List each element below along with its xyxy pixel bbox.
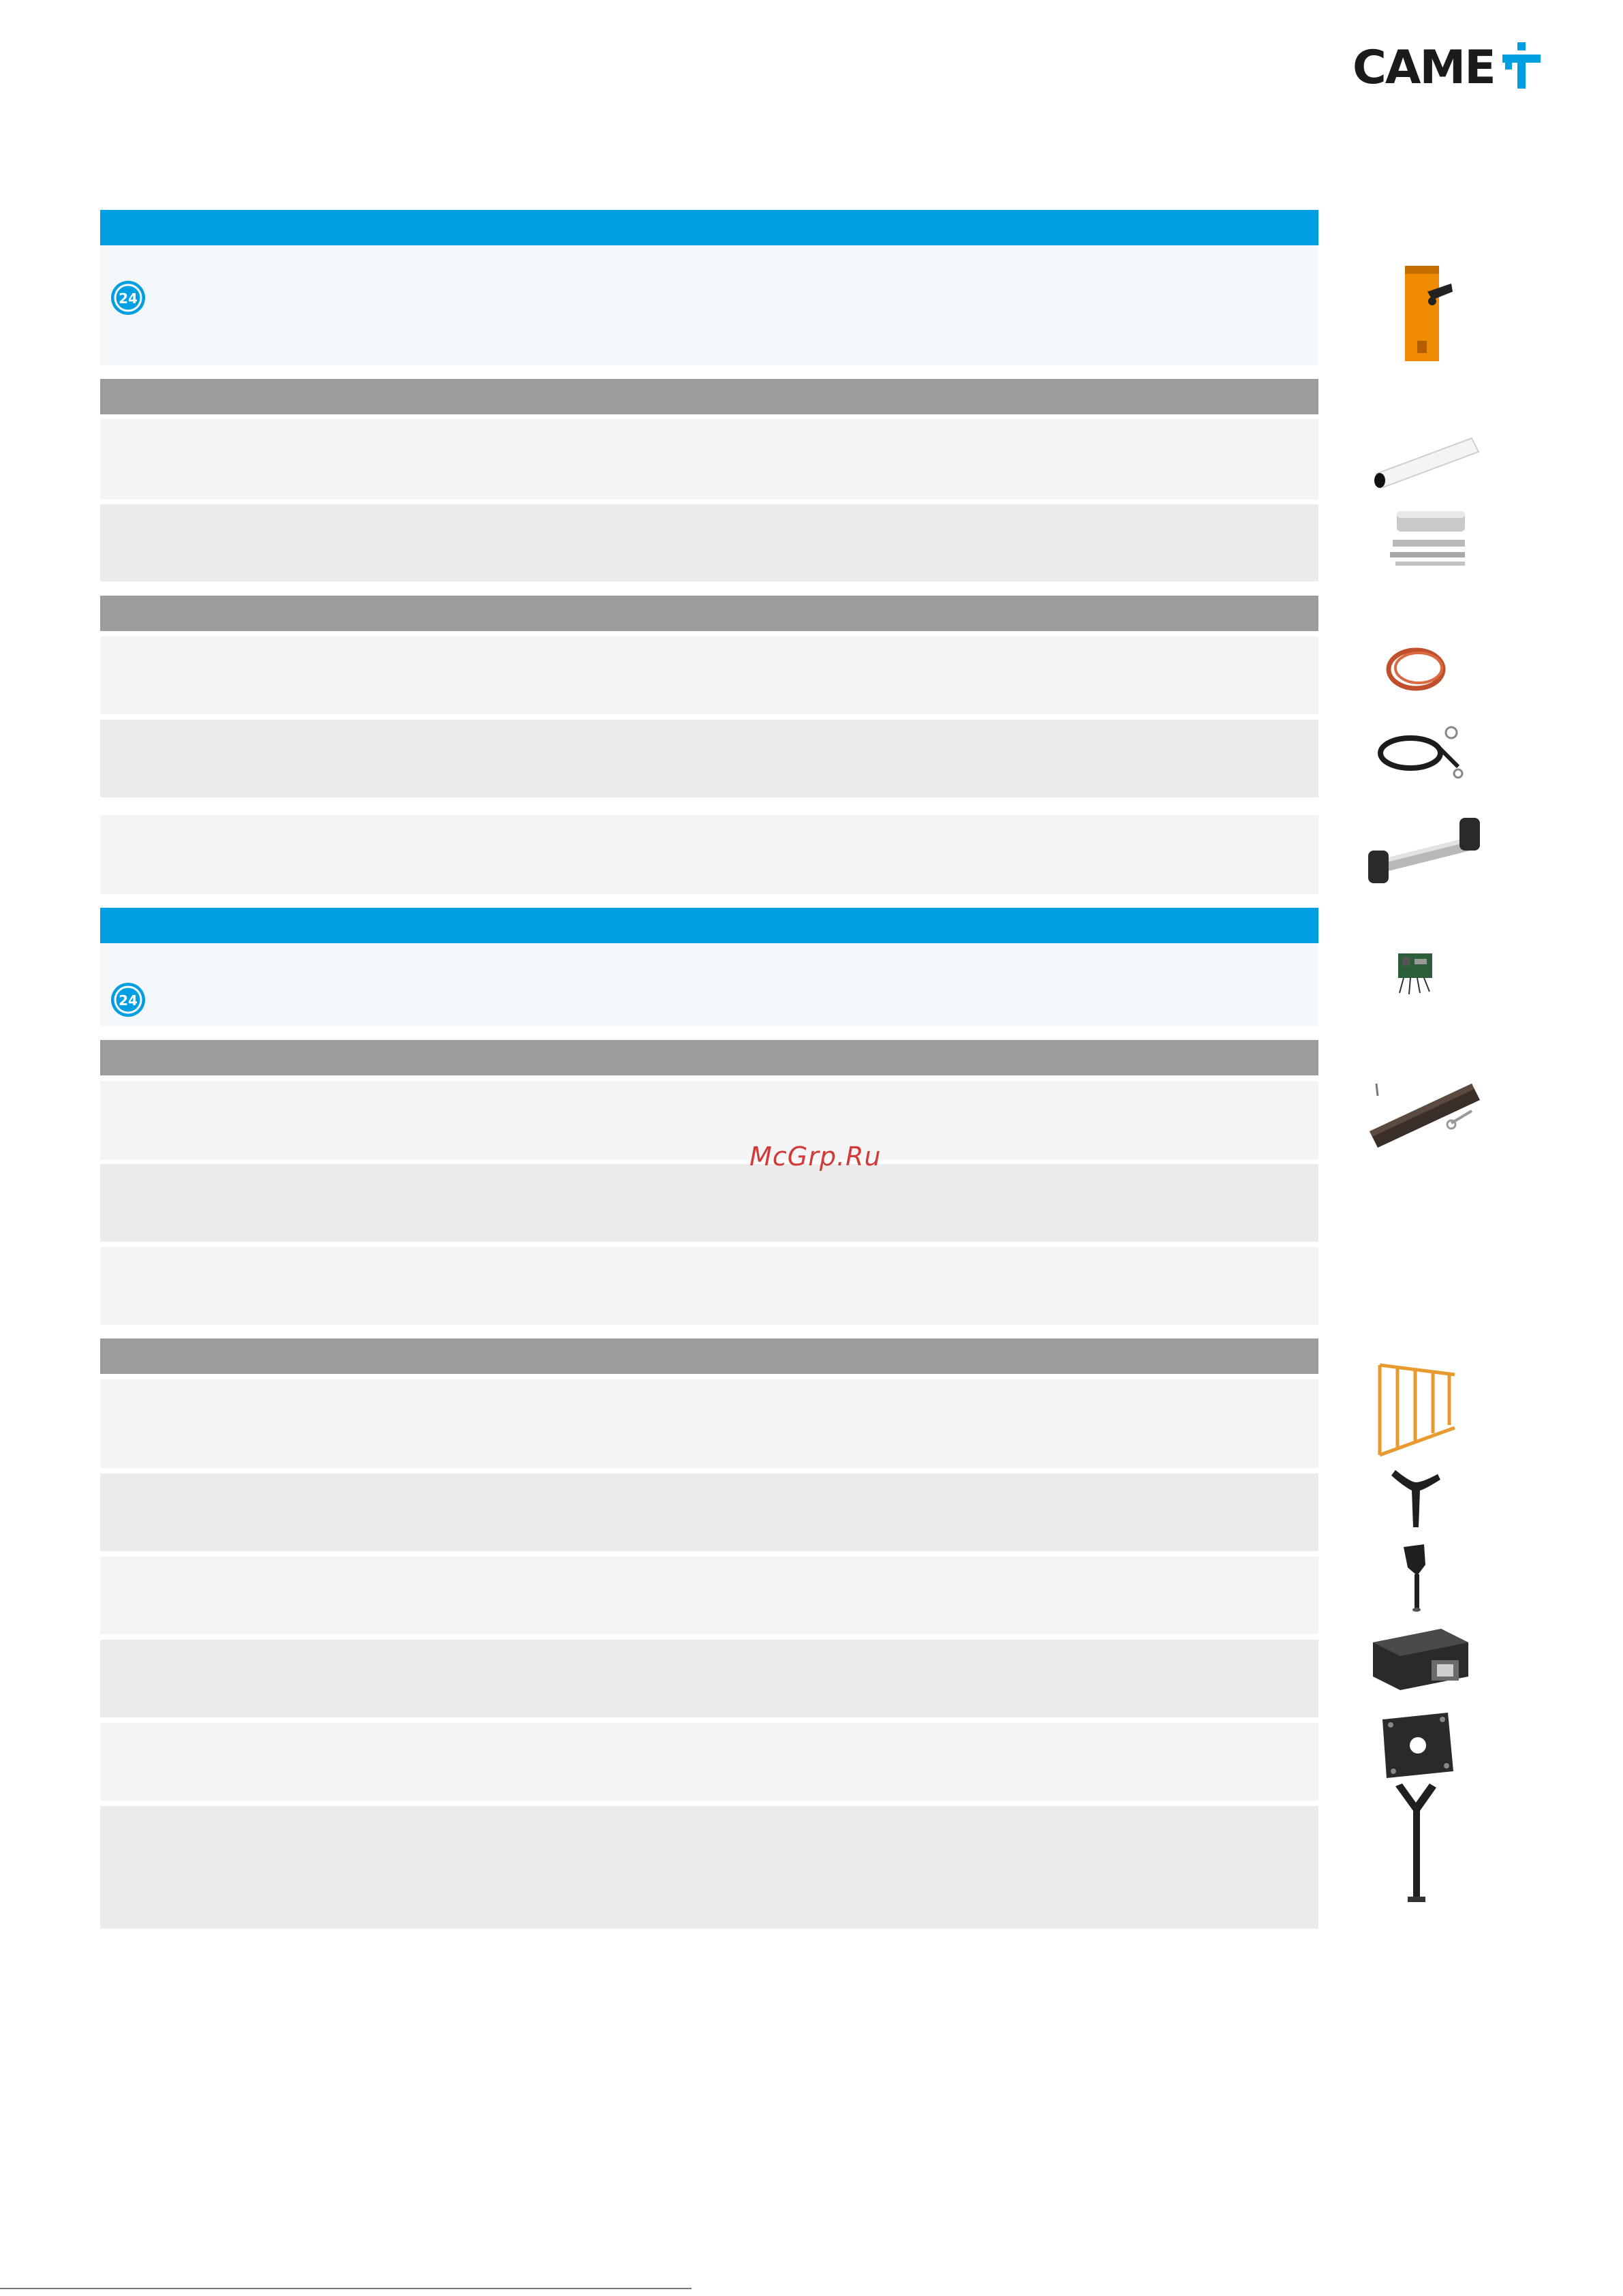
- barrier-operator-icon: [1390, 259, 1458, 368]
- table-row: [100, 1640, 1318, 1717]
- table-row: [100, 1473, 1318, 1551]
- aluminium-profile-icon: [1383, 504, 1472, 572]
- table-row: [100, 1557, 1318, 1634]
- subsection-header-2b: [100, 1338, 1318, 1374]
- svg-text:24: 24: [119, 290, 138, 307]
- came-logo: [1352, 42, 1543, 97]
- table-row: [100, 637, 1318, 714]
- boom-joint-kit-icon: [1356, 1063, 1492, 1152]
- subsection-header-2a: [100, 1040, 1318, 1075]
- cable-kit-icon: [1370, 719, 1472, 787]
- white-boom-icon: [1363, 426, 1485, 494]
- table-row: [100, 504, 1318, 581]
- fork-post-icon: [1390, 1782, 1444, 1905]
- table-row: [100, 1247, 1318, 1325]
- table-row: [100, 419, 1318, 500]
- section-header-1: [100, 210, 1318, 245]
- control-board-icon: [1390, 944, 1444, 998]
- 24v-badge-icon: [110, 279, 146, 316]
- boom-box-icon: [1366, 1622, 1475, 1697]
- rubber-cord-icon: [1376, 634, 1458, 702]
- logo-wordmark: CAME: [1352, 41, 1495, 95]
- fork-support-icon: [1383, 1462, 1451, 1530]
- table-row: [100, 1723, 1318, 1801]
- subsection-header-1a: [100, 379, 1318, 414]
- fixed-post-icon: [1397, 1540, 1438, 1615]
- table-row: [100, 815, 1318, 894]
- 24v-badge-icon: [110, 981, 146, 1018]
- skirt-rack-icon: [1373, 1360, 1462, 1462]
- came-t-icon: [1501, 42, 1542, 93]
- section-1-main-row: [100, 245, 1318, 365]
- table-row: [100, 1806, 1318, 1929]
- watermark-text: McGrp.Ru: [749, 1142, 882, 1172]
- anchor-plate-icon: [1373, 1707, 1462, 1782]
- subsection-header-1b: [100, 596, 1318, 631]
- footer-divider: [0, 2288, 692, 2289]
- table-row: [100, 1081, 1318, 1160]
- table-row: [100, 1379, 1318, 1468]
- svg-text:24: 24: [119, 992, 138, 1009]
- section-header-2: [100, 908, 1318, 943]
- spring-cylinder-icon: [1363, 811, 1485, 886]
- table-row: [100, 720, 1318, 797]
- section-2-main-row: [100, 943, 1318, 1026]
- table-row: [100, 1164, 1318, 1242]
